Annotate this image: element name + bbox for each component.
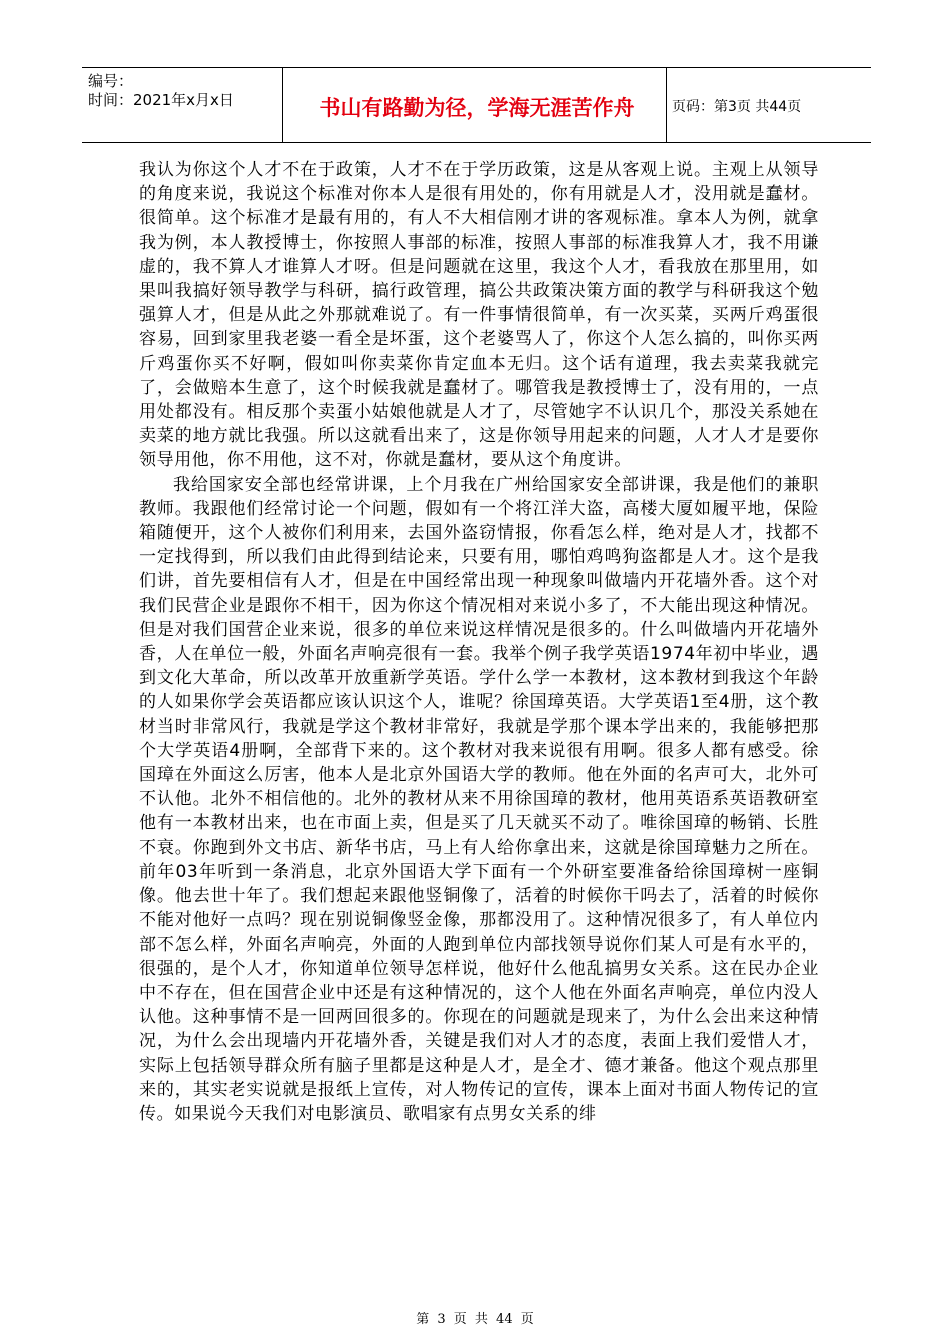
document-body bbox=[139, 158, 819, 1126]
paragraph-1: 我认为你这个人才不在于政策，人才不在于学历政策，这是从客观上说。主观上从领导的角度来说，我说这个标准对你本人是很有用处的，你有用就是人才，没用就是蠢材。很简单。这个标准才是最有用的，有人不大相信刚才讲的客观标准。拿本人为例，就拿我为例，本人教授博士，你按照人事部的标准，按照人事部的标准我算人才，我不用谦虚的，我不算人才谁算人才呀。但是问题就在这里，我这个人才，看我放在那里用，如果叫我搞好领导教学与科研，搞行政管理，搞公共政策决策方面的教学与科研我这个勉强算人才，但是从此之外那就难说了。有一件事情很简单，有一次买菜，买两斤鸡蛋很容易，回到家里我老婆一看全是坏蛋，这个老婆骂人了，你这个人怎么搞的，叫你买两斤鸡蛋你买不好啊，假如叫你卖菜你肯定血本无归。这个话有道理，我去卖菜我就完了，会做赔本生意了，这个时候我就是蠢材了。哪管我是教授博士了，没有用的，一点用处都没有。相反那个卖蛋小姑娘他就是人才了，尽管她字不认识几个，那没关系她在卖菜的地方就比我强。所以这就看出来了，这是你领导用起来的问题，人才人才是要你领导用他，你不用他，这不对，你就是蠢材，要从这个角度讲。 bbox=[139, 160, 819, 471]
page-header bbox=[82, 67, 871, 143]
header-page-info: 页码：第3页 共44页 bbox=[672, 99, 802, 115]
doc-time-label: 时间：2021年x月x日 bbox=[88, 91, 234, 109]
doc-number-label: 编号： bbox=[88, 72, 134, 90]
header-divider-left bbox=[282, 68, 283, 142]
paragraph-2: 我给国家安全部也经常讲课，上个月我在广州给国家安全部讲课，我是他们的兼职教师。我跟他们经常讨论一个问题，假如有一个将江洋大盗，高楼大厦如履平地，保险箱随便开，这个人被你们利用来，去国外盗窃情报，你看怎么样，绝对是人才，找都不一定找得到，所以我们由此得到结论来，只要有用，哪怕鸡鸣狗盗都是人才。这个是我们讲，首先要相信有人才，但是在中国经常出现一种现象叫做墙内开花墙外香。这个对我们民营企业是跟你不相干，因为你这个情况相对来说小多了，不大能出现这种情况。但是对我们国营企业来说，很多的单位来说这样情况是很多的。什么叫做墙内开花墙外香，人在单位一般，外面名声响亮很有一套。我举个例子我学英语1974年初中毕业，遇到文化大革命，所以改革开放重新学英语。学什么学一本教材，这本教材到我这个年龄的人如果你学会英语都应该认识这个人，谁呢？徐国璋英语。大学英语1至4册，这个教材当时非常风行，我就是学这个教材非常好，我就是学那个课本学出来的，我能够把那个大学英语4册啊，全部背下来的。这个教材对我来说很有用啊。很多人都有感受。徐国璋在外面这么厉害，他本人是北京外国语大学的教师。他在外面的名声可大，北外可不认他。北外不相信他的。北外的教材从来不用徐国璋的教材，他用英语系英语教研室他有一本教材出来，也在市面上卖，但是买了几天就买不动了。唯徐国璋的畅销、长胜不衰。你跑到外文书店、新华书店，马上有人给你拿出来，这就是徐国璋魅力之所在。前年03年听到一条消息，北京外国语大学下面有一个外研室要准备给徐国璋树一座铜像。他去世十年了。我们想起来跟他竖铜像了，活着的时候你干吗去了，活着的时候你不能对他好一点吗？现在别说铜像竖金像，那都没用了。这种情况很多了，有人单位内部不怎么样，外面名声响亮，外面的人跑到单位内部找领导说你们某人可是有水平的，很强的，是个人才，你知道单位领导怎样说，他好什么他乱搞男女关系。这在民办企业中不存在，但在国营企业中还是有这种情况的，这个人他在外面名声响亮，单位内没人认他。这种事情不是一回两回很多的。你现在的问题就是现来了，为什么会出来这种情况，为什么会出现墙内开花墙外香，关键是我们对人才的态度，表面上我们爱惜人才，实际上包括领导群众所有脑子里都是这种是人才，是全才、德才兼备。他这个观点那里来的，其实老实说就是报纸上宣传，对人物传记的宣传，课本上面对书面人物传记的宣传。如果说今天我们对电影演员、歌唱家有点男女关系的绯 bbox=[139, 474, 819, 1124]
header-meta bbox=[88, 72, 278, 110]
header-divider-right bbox=[666, 68, 667, 142]
header-motto: 书山有路勤为径，学海无涯苦作舟 bbox=[319, 96, 635, 120]
page-footer: 第 3 页 共 44 页 bbox=[416, 1312, 534, 1327]
